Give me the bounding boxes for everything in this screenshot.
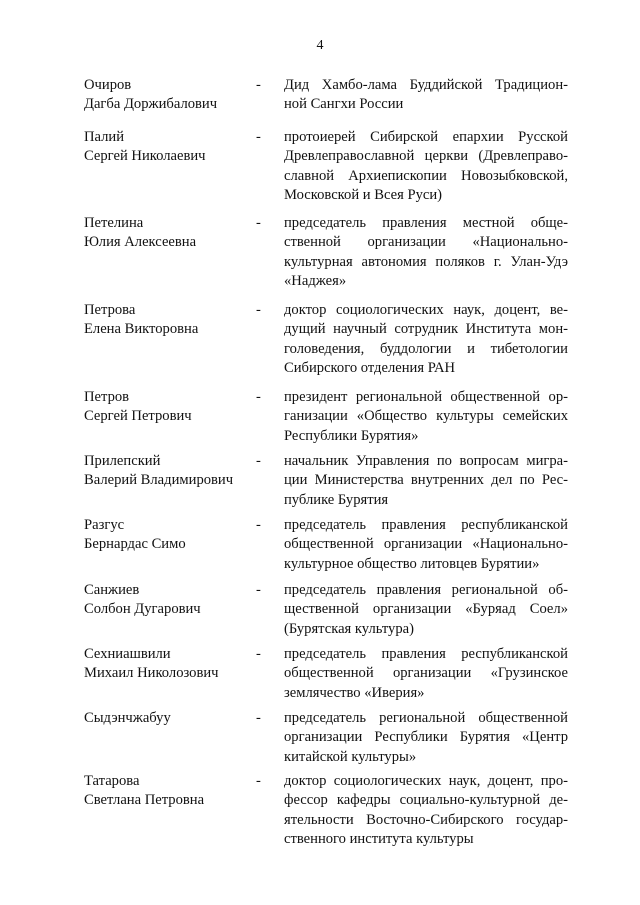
- given-names: Юлия Алексеевна: [84, 234, 197, 251]
- person-name: [84, 581, 254, 620]
- description-line: землячество «Иверия»: [284, 684, 425, 701]
- person-description: [284, 301, 568, 379]
- dash-separator: -: [256, 129, 261, 145]
- description-line: общественной организации «Грузинское: [284, 665, 568, 682]
- person-name: [84, 301, 254, 340]
- person-description: [284, 645, 568, 703]
- person-description: [284, 452, 568, 510]
- given-names: Дагба Доржибалович: [84, 96, 218, 113]
- dash-separator: -: [256, 302, 261, 318]
- surname: Очиров: [84, 77, 132, 93]
- description-line: (Бурятская культура): [284, 620, 414, 637]
- person-name: [84, 645, 254, 684]
- surname: Петров: [84, 389, 130, 405]
- surname: Татарова: [84, 773, 140, 789]
- person-name: [84, 76, 254, 115]
- description-line: ственной организации «Национально-: [284, 234, 568, 251]
- person-name: [84, 214, 254, 253]
- description-line: председатель правления республиканской: [284, 646, 568, 662]
- surname: Санжиев: [84, 582, 140, 598]
- dash-separator: -: [256, 773, 261, 789]
- person-name: [84, 516, 254, 555]
- person-description: [284, 214, 568, 292]
- description-line: председатель правления региональной об-: [284, 582, 568, 598]
- description-line: «Наджея»: [284, 273, 347, 290]
- description-line: ганизации «Общество культуры семейских: [284, 408, 568, 425]
- description-line: организации Республики Бурятия «Центр: [284, 729, 568, 746]
- dash-separator: -: [256, 710, 261, 726]
- given-names: Сергей Петрович: [84, 408, 192, 425]
- description-line: ятельности Восточно-Сибирского государ-: [284, 811, 568, 828]
- given-names: Сергей Николаевич: [84, 148, 206, 165]
- description-line: Московской и Всея Руси): [284, 187, 443, 204]
- description-line: председатель правления местной обще-: [284, 215, 568, 231]
- description-line: доктор социологических наук, доцент, ве-: [284, 302, 568, 318]
- dash-separator: -: [256, 517, 261, 533]
- description-line: щественной организации «Буряад Соел»: [284, 601, 568, 618]
- description-line: Дид Хамбо-лама Буддийской Традицион-: [284, 77, 568, 93]
- description-line: головедения, буддологии и тибетологии: [284, 340, 568, 357]
- person-description: [284, 772, 568, 850]
- description-line: культурная автономия поляков г. Улан-Удэ: [284, 253, 568, 270]
- given-names: Валерий Владимирович: [84, 472, 234, 489]
- person-description: [284, 581, 568, 639]
- given-names: Солбон Дугарович: [84, 601, 201, 618]
- given-names: Бернардас Симо: [84, 536, 186, 553]
- surname: Разгус: [84, 517, 125, 533]
- person-description: [284, 516, 568, 574]
- description-line: председатель региональной общественной: [284, 710, 568, 726]
- dash-separator: -: [256, 215, 261, 231]
- surname: Петрова: [84, 302, 136, 318]
- dash-separator: -: [256, 77, 261, 93]
- person-name: [84, 709, 254, 728]
- description-line: славной Архиепископии Новозыбковской,: [284, 167, 568, 184]
- description-line: общественной организации «Национально-: [284, 536, 568, 553]
- page-number: 4: [316, 38, 324, 53]
- description-line: ной Сангхи России: [284, 96, 404, 113]
- dash-separator: -: [256, 453, 261, 469]
- surname: Петелина: [84, 215, 144, 231]
- dash-separator: -: [256, 582, 261, 598]
- description-line: ции Министерства внутренних дел по Рес-: [284, 472, 568, 489]
- description-line: Республики Бурятия»: [284, 427, 419, 444]
- person-description: [284, 128, 568, 206]
- description-line: дущий научный сотрудник Института мон-: [284, 321, 568, 338]
- given-names: Михаил Николозович: [84, 665, 219, 682]
- person-description: [284, 709, 568, 767]
- surname: Сыдэнчжабуу: [84, 710, 171, 726]
- surname: Сехниашвили: [84, 646, 171, 662]
- description-line: доктор социологических наук, доцент, про-: [284, 773, 568, 789]
- given-names: Елена Викторовна: [84, 321, 199, 338]
- person-name: [84, 452, 254, 491]
- description-line: президент региональной общественной ор-: [284, 389, 568, 405]
- description-line: протоиерей Сибирской епархии Русской: [284, 129, 568, 145]
- description-line: фессор кафедры социально-культурной де-: [284, 792, 568, 809]
- description-line: председатель правления республиканской: [284, 517, 568, 533]
- description-line: культурное общество литовцев Бурятии»: [284, 555, 540, 572]
- description-line: Древлеправославной церкви (Древлеправо-: [284, 148, 568, 165]
- surname: Палий: [84, 129, 125, 145]
- description-line: Сибирского отделения РАН: [284, 360, 456, 377]
- given-names: Светлана Петровна: [84, 792, 205, 809]
- surname: Прилепский: [84, 453, 161, 469]
- person-name: [84, 772, 254, 811]
- description-line: ственного института культуры: [284, 831, 474, 848]
- dash-separator: -: [256, 646, 261, 662]
- description-line: публике Бурятия: [284, 491, 389, 508]
- description-line: китайской культуры»: [284, 748, 417, 765]
- person-description: [284, 76, 568, 115]
- dash-separator: -: [256, 389, 261, 405]
- person-description: [284, 388, 568, 446]
- person-name: [84, 128, 254, 167]
- person-name: [84, 388, 254, 427]
- description-line: начальник Управления по вопросам мигра-: [284, 453, 568, 469]
